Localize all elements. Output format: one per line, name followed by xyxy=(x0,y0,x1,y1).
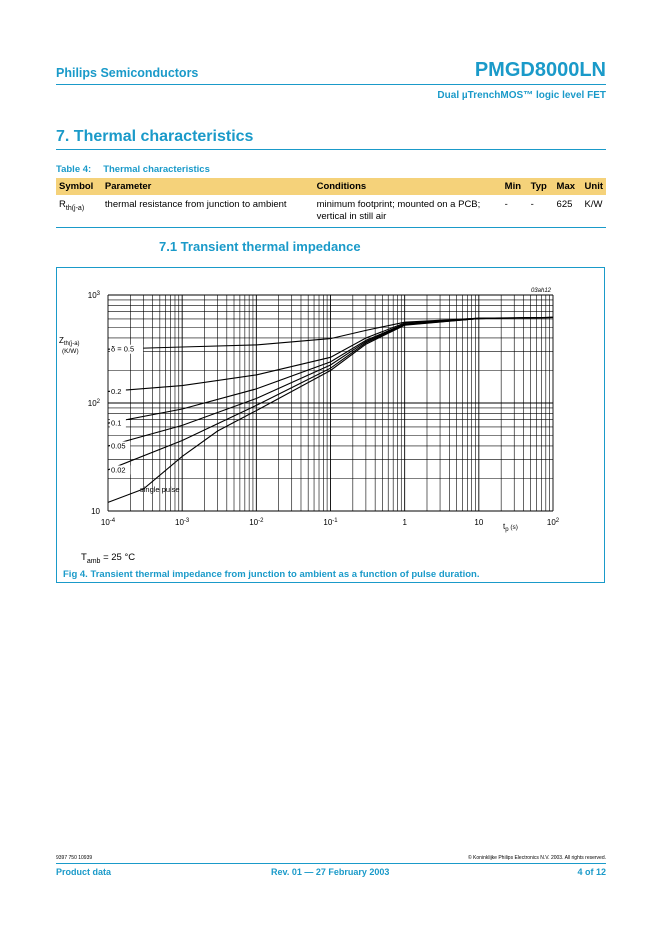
x-axis-unit: (s) xyxy=(508,524,518,531)
y-tick-label-2: 10 xyxy=(91,507,100,516)
x-tick-label-0: $10^{-4}$ xyxy=(100,518,116,527)
header-max: Max xyxy=(554,178,582,195)
header-symbol: Symbol xyxy=(56,178,102,195)
symbol-sub: th(j-a) xyxy=(65,204,85,212)
header-conditions: Conditions xyxy=(314,178,502,195)
document-number: 9397 750 10939 xyxy=(56,855,93,861)
x-tick-label-4: 1 xyxy=(402,518,407,527)
x-tick-label-5: 10 xyxy=(474,518,484,527)
y-tick-exponent: 3 xyxy=(96,291,100,297)
x-tick-exponent: -3 xyxy=(183,518,190,524)
tamb-sub: amb xyxy=(86,557,101,565)
curve-label-1: 0.2 xyxy=(111,386,122,396)
cell-min: - xyxy=(502,195,528,228)
transient-impedance-chart xyxy=(56,267,605,567)
curve-label-single-pulse: single pulse xyxy=(139,484,180,494)
thermal-characteristics-table xyxy=(56,178,606,228)
header-typ: Typ xyxy=(528,178,554,195)
footer-page-number: 4 of 12 xyxy=(577,867,606,877)
tamb-main: T xyxy=(81,552,87,563)
x-tick-exponent: -4 xyxy=(109,518,116,524)
x-tick-label-6: $10^2$ xyxy=(546,518,560,527)
table-label: Table 4: xyxy=(56,164,92,175)
conditions-line1: minimum footprint; mounted on a PCB; xyxy=(316,199,481,210)
section-rule xyxy=(56,149,606,150)
symbol-main: R xyxy=(59,199,66,210)
cell-typ: - xyxy=(528,195,554,228)
y-axis-unit: (K/W) xyxy=(62,348,79,355)
footer-product-data: Product data xyxy=(56,867,112,877)
table-row xyxy=(56,195,606,228)
conditions-line2: vertical in still air xyxy=(316,211,387,222)
tamb-value: = 25 °C xyxy=(100,552,136,563)
footer-rule xyxy=(56,863,606,864)
chart-code: 03ah12 xyxy=(530,288,551,294)
footer-revision: Rev. 01 — 27 February 2003 xyxy=(271,867,390,877)
table-caption xyxy=(56,164,210,175)
chart-grid xyxy=(108,295,553,511)
cell-parameter: thermal resistance from junction to ambient xyxy=(102,195,314,228)
y-axis-label: $Z_{th(j-a)}$ xyxy=(59,336,80,347)
x-tick-label-1: $10^{-3}$ xyxy=(175,518,190,527)
curve-label-0: δ = 0.5 xyxy=(111,344,135,354)
header-unit: Unit xyxy=(582,178,606,195)
ambient-temperature-note xyxy=(81,552,135,565)
cell-conditions xyxy=(314,195,502,228)
section-title: 7. Thermal characteristics xyxy=(56,128,254,145)
curve-label-2: 0.1 xyxy=(111,418,122,428)
table-header-row xyxy=(56,178,606,195)
y-axis-label-sub: th(j-a) xyxy=(63,341,80,347)
curve-label-3: 0.05 xyxy=(111,441,126,451)
table-title: Thermal characteristics xyxy=(103,164,210,175)
figure-caption: Fig 4. Transient thermal impedance from junction to ambient as a function of pulse duration. xyxy=(63,569,480,580)
x-tick-exponent: 2 xyxy=(555,518,560,524)
document-subtitle: Dual µTrenchMOS™ logic level FET xyxy=(437,90,606,101)
header-parameter: Parameter xyxy=(102,178,314,195)
y-tick-label-0: $10^3$ xyxy=(87,291,100,300)
header-rule xyxy=(56,84,606,85)
curve-label-4: 0.02 xyxy=(111,465,126,475)
company-name: Philips Semiconductors xyxy=(56,66,199,80)
x-axis-label: $t_p$ $^{(s)}$ xyxy=(503,522,518,533)
chart-labels xyxy=(59,288,560,533)
x-tick-exponent: -1 xyxy=(332,518,338,524)
x-tick-label-2: $10^{-2}$ xyxy=(249,518,264,527)
part-number: PMGD8000LN xyxy=(474,59,606,81)
cell-max: 625 xyxy=(554,195,582,228)
copyright-notice: © Koninklijke Philips Electronics N.V. 2003. All rights reserved. xyxy=(467,855,606,861)
x-axis-label-sub: p xyxy=(505,527,509,533)
cell-symbol xyxy=(56,195,102,228)
y-tick-label-1: $10^2$ xyxy=(87,399,100,408)
cell-unit: K/W xyxy=(582,195,606,228)
header-min: Min xyxy=(502,178,528,195)
subsection-title: 7.1 Transient thermal impedance xyxy=(159,239,361,254)
x-tick-label-3: $10^{-1}$ xyxy=(323,518,338,527)
y-tick-exponent: 2 xyxy=(96,399,100,405)
x-tick-exponent: -2 xyxy=(258,518,264,524)
